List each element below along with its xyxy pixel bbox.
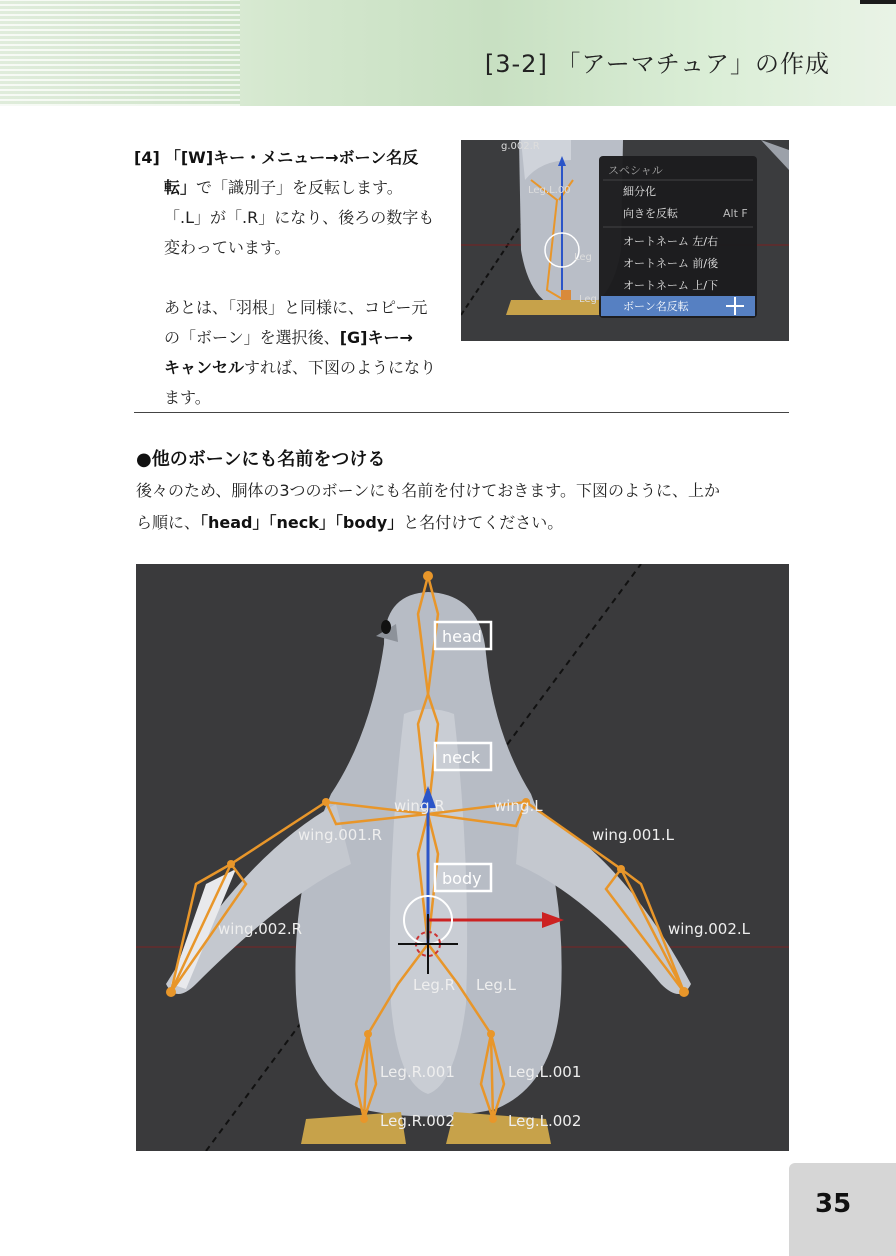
bone-label-leg-a: Leg <box>574 252 592 263</box>
bone-leg-r: Leg.R <box>413 976 456 994</box>
menu-item-autoname-lr[interactable]: オートネーム 左/右 <box>623 235 719 248</box>
step-bold-7: キャンセル <box>164 358 245 377</box>
step-text-7: すれば、下図のようになり <box>244 358 437 377</box>
page-header <box>0 0 896 106</box>
label-head: head <box>442 627 482 646</box>
menu-title: スペシャル <box>608 164 663 177</box>
section-divider <box>134 412 789 413</box>
step-text-8: ます。 <box>164 388 211 407</box>
bone-wing-002-r: wing.002.R <box>218 920 303 938</box>
screenshot-penguin-armature <box>136 564 789 1151</box>
page-number: 35 <box>815 1189 852 1219</box>
bone-leg-l: Leg.L <box>476 976 516 994</box>
bone-label-leg-l: Leg.L.00 <box>528 185 571 196</box>
bone-wing-001-l: wing.001.L <box>592 826 674 844</box>
section-line-2a: ら順に、 <box>136 513 201 532</box>
label-neck: neck <box>442 748 481 767</box>
bone-wing-001-r: wing.001.R <box>298 826 383 844</box>
name-neck: 「neck」 <box>268 513 335 532</box>
special-menu-scene <box>461 140 789 341</box>
bone-label-leg-b: Leg <box>579 294 597 305</box>
step-text-6: の「ボーン」を選択後、 <box>164 328 340 347</box>
step-text-3: 「.L」が「.R」になり、後ろの数字も <box>164 208 435 227</box>
label-body: body <box>442 869 482 888</box>
page-number-tab <box>789 1163 896 1256</box>
step-text-2: で「識別子」を反転します。 <box>196 178 403 197</box>
bone-leg-r-002: Leg.R.002 <box>380 1112 455 1130</box>
bone-leg-l-002: Leg.L.002 <box>508 1112 582 1130</box>
bone-wing-l: wing.L <box>494 797 543 815</box>
step-label: [4] <box>134 148 160 167</box>
name-head: 「head」 <box>200 513 269 532</box>
bone-leg-l-001: Leg.L.001 <box>508 1063 582 1081</box>
bone-leg-r-001: Leg.R.001 <box>380 1063 455 1081</box>
menu-item-autoname-fb[interactable]: オートネーム 前/後 <box>623 257 719 270</box>
step-text-5: あとは、「羽根」と同様に、コピー元 <box>164 298 428 317</box>
header-corner-mark <box>860 0 896 4</box>
name-body: 「body」 <box>334 513 404 532</box>
armature-scene <box>136 564 789 1151</box>
menu-item-flip-names[interactable]: ボーン名反転 <box>623 300 689 313</box>
step-text-4: 変わっています。 <box>164 238 291 257</box>
menu-item-autoname-tb[interactable]: オートネーム 上/下 <box>623 279 719 292</box>
section-line-1: 後々のため、胴体の3つのボーンにも名前を付けておきます。下図のように、上か <box>136 481 720 500</box>
chapter-title: [3-2] 「アーマチュア」の作成 <box>484 50 830 78</box>
bone-wing-r: wing.R <box>394 797 445 815</box>
screenshot-special-menu <box>461 140 789 341</box>
step-4-text <box>134 143 454 413</box>
section-line-2b: と名付けてください。 <box>403 513 564 532</box>
step-bold-1: 「[W]キー・メニュー→ボーン名反 <box>164 148 419 167</box>
menu-item-switch-direction[interactable]: 向きを反転 <box>623 207 678 220</box>
bone-wing-002-l: wing.002.L <box>668 920 750 938</box>
menu-item-subdivide[interactable]: 細分化 <box>623 185 656 198</box>
menu-item-shortcut: Alt F <box>723 207 748 220</box>
header-pattern <box>0 0 240 106</box>
bone-label-top: g.002.R <box>501 141 540 152</box>
step-bold-2: 転」 <box>164 178 197 197</box>
section-paragraph <box>136 475 796 539</box>
section-heading: ●他のボーンにも名前をつける <box>136 449 386 470</box>
step-bold-6: [G]キー→ <box>339 328 413 347</box>
special-context-menu <box>599 156 757 318</box>
